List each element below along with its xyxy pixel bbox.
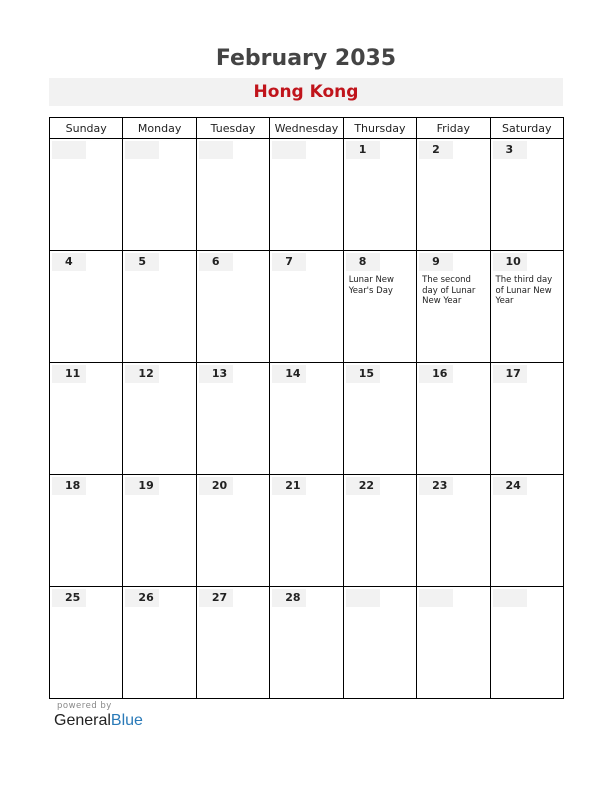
weekday-header-row xyxy=(50,118,564,139)
day-number: 17 xyxy=(493,365,527,383)
region-name: Hong Kong xyxy=(253,82,359,102)
weekday-wednesday: Wednesday xyxy=(270,118,343,139)
day-number: 6 xyxy=(199,253,233,271)
day-cell xyxy=(343,139,416,251)
day-cell xyxy=(490,251,563,363)
day-number: 23 xyxy=(419,477,453,495)
day-number: 27 xyxy=(199,589,233,607)
day-number: 8 xyxy=(346,253,380,271)
brand-logo[interactable] xyxy=(54,712,143,730)
day-cell xyxy=(417,363,490,475)
day-number xyxy=(419,589,453,607)
day-number xyxy=(346,589,380,607)
day-cell xyxy=(196,139,269,251)
day-number: 4 xyxy=(52,253,86,271)
day-number: 12 xyxy=(125,365,159,383)
day-number: 25 xyxy=(52,589,86,607)
day-number: 20 xyxy=(199,477,233,495)
holiday-label: Lunar New Year's Day xyxy=(348,275,394,296)
day-number: 2 xyxy=(419,141,453,159)
day-cell xyxy=(270,139,343,251)
day-cell xyxy=(490,139,563,251)
day-number: 5 xyxy=(125,253,159,271)
day-cell xyxy=(270,587,343,699)
weekday-friday: Friday xyxy=(417,118,490,139)
day-number xyxy=(52,141,86,159)
day-cell xyxy=(343,363,416,475)
day-cell xyxy=(196,251,269,363)
day-number: 28 xyxy=(272,589,306,607)
day-cell xyxy=(270,251,343,363)
week-row-4 xyxy=(50,475,564,587)
day-number: 18 xyxy=(52,477,86,495)
day-number: 13 xyxy=(199,365,233,383)
day-number: 15 xyxy=(346,365,380,383)
day-cell xyxy=(417,587,490,699)
day-number: 24 xyxy=(493,477,527,495)
weekday-monday: Monday xyxy=(123,118,196,139)
day-number: 16 xyxy=(419,365,453,383)
day-cell xyxy=(417,251,490,363)
day-cell xyxy=(123,251,196,363)
week-row-5 xyxy=(50,587,564,699)
powered-by-label: powered by xyxy=(57,701,112,711)
day-cell xyxy=(343,587,416,699)
day-cell xyxy=(196,363,269,475)
brand-general: General xyxy=(54,712,111,729)
holiday-label: The second day of Lunar New Year xyxy=(422,275,476,306)
day-cell xyxy=(123,139,196,251)
day-number: 1 xyxy=(346,141,380,159)
day-cell xyxy=(196,587,269,699)
day-number: 3 xyxy=(493,141,527,159)
day-cell xyxy=(270,363,343,475)
day-cell xyxy=(270,475,343,587)
day-number: 9 xyxy=(419,253,453,271)
calendar-title: February 2035 xyxy=(215,46,397,71)
day-cell xyxy=(490,587,563,699)
day-number: 10 xyxy=(493,253,527,271)
day-cell xyxy=(50,475,123,587)
holiday-label: The third day of Lunar New Year xyxy=(495,275,553,306)
day-cell xyxy=(417,475,490,587)
day-cell xyxy=(50,139,123,251)
day-cell xyxy=(50,251,123,363)
day-number: 26 xyxy=(125,589,159,607)
weekday-tuesday: Tuesday xyxy=(196,118,269,139)
day-cell xyxy=(343,475,416,587)
region-bar xyxy=(49,78,563,106)
day-cell xyxy=(50,587,123,699)
week-row-2 xyxy=(50,251,564,363)
day-cell xyxy=(343,251,416,363)
day-cell xyxy=(123,363,196,475)
day-number xyxy=(272,141,306,159)
day-number: 14 xyxy=(272,365,306,383)
day-cell xyxy=(123,475,196,587)
weekday-saturday: Saturday xyxy=(490,118,563,139)
week-row-1 xyxy=(50,139,564,251)
day-number: 22 xyxy=(346,477,380,495)
day-cell xyxy=(490,363,563,475)
day-cell xyxy=(50,363,123,475)
day-cell xyxy=(196,475,269,587)
day-number xyxy=(125,141,159,159)
day-cell xyxy=(490,475,563,587)
week-row-3 xyxy=(50,363,564,475)
day-number: 7 xyxy=(272,253,306,271)
brand-blue: Blue xyxy=(110,712,143,729)
weekday-thursday: Thursday xyxy=(343,118,416,139)
day-number: 19 xyxy=(125,477,159,495)
day-number: 21 xyxy=(272,477,306,495)
day-number xyxy=(199,141,233,159)
calendar-grid xyxy=(49,117,564,699)
day-cell xyxy=(123,587,196,699)
day-number: 11 xyxy=(52,365,86,383)
day-number xyxy=(493,589,527,607)
weekday-sunday: Sunday xyxy=(50,118,123,139)
day-cell xyxy=(417,139,490,251)
